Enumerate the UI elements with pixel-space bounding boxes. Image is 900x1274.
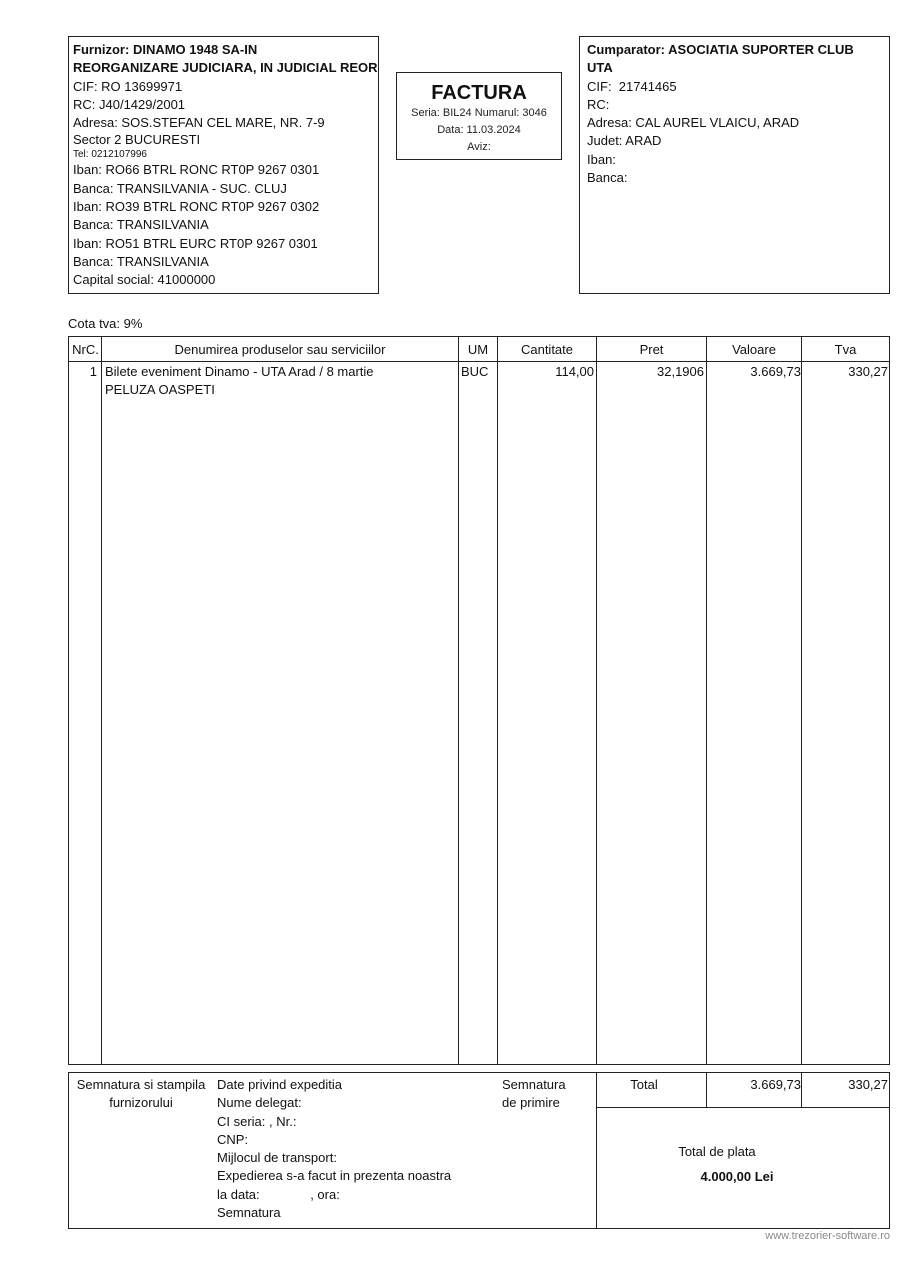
items-table — [68, 336, 890, 1065]
supplier-bank-2: Banca: TRANSILVANIA — [73, 217, 209, 233]
supplier-bank-1: Banca: TRANSILVANIA - SUC. CLUJ — [73, 180, 287, 196]
invoice-aviz: Aviz: — [467, 141, 491, 153]
supplier-capital: Capital social: 41000000 — [73, 272, 216, 288]
buyer-box — [579, 36, 890, 294]
header-price: Pret — [639, 342, 664, 357]
watermark-link[interactable]: www.trezorier-software.ro — [765, 1230, 890, 1242]
shipping-line: CI seria: , Nr.: — [217, 1113, 297, 1129]
receipt-signature-line1: Semnatura — [502, 1077, 566, 1092]
header-vat: Tva — [834, 342, 857, 357]
row-name-line1: Bilete eveniment Dinamo - UTA Arad / 8 martie — [105, 364, 374, 379]
supplier-box — [68, 36, 379, 294]
shipping-line: CNP: — [217, 1131, 249, 1147]
supplier-iban-1: Iban: RO66 BTRL RONC RT0P 9267 0301 — [73, 162, 320, 178]
row-vat: 330,27 — [848, 364, 888, 379]
invoice-header-box — [396, 72, 562, 160]
invoice-series-number: Seria: BIL24 Numarul: 3046 — [411, 107, 547, 119]
totals-row-divider — [597, 1107, 889, 1108]
column-divider — [801, 337, 802, 1064]
header-qty: Cantitate — [520, 342, 574, 357]
invoice-title: FACTURA — [431, 82, 527, 104]
buyer-rc: RC: — [587, 96, 610, 112]
supplier-name-line1: Furnizor: DINAMO 1948 SA-IN — [73, 42, 258, 57]
row-value: 3.669,73 — [750, 364, 801, 379]
total-due-label: Total de plata — [678, 1144, 756, 1159]
supplier-bank-3: Banca: TRANSILVANIA — [73, 253, 209, 269]
vat-rate: Cota tva: 9% — [68, 316, 143, 331]
invoice-date: Data: 11.03.2024 — [437, 124, 521, 136]
shipping-line: Nume delegat: — [217, 1095, 302, 1111]
buyer-iban: Iban: — [587, 151, 616, 167]
shipping-line: Expedierea s-a facut in prezenta noastra — [217, 1168, 452, 1184]
column-divider — [596, 337, 597, 1064]
supplier-iban-3: Iban: RO51 BTRL EURC RT0P 9267 0301 — [73, 235, 318, 251]
footer-box — [68, 1072, 890, 1229]
receipt-signature — [502, 1076, 566, 1113]
shipping-details — [217, 1076, 451, 1222]
shipping-line: Semnatura — [217, 1205, 281, 1221]
total-due-value: 4.000,00 Lei — [700, 1169, 774, 1184]
totals-divider — [596, 1073, 597, 1228]
supplier-iban-2: Iban: RO39 BTRL RONC RT0P 9267 0302 — [73, 199, 320, 215]
buyer-address: Adresa: CAL AUREL VLAICU, ARAD — [587, 115, 800, 131]
supplier-address: Adresa: SOS.STEFAN CEL MARE, NR. 7-9 — [73, 115, 325, 131]
row-name — [105, 363, 455, 399]
shipping-line: la data: , ora: — [217, 1186, 340, 1202]
column-divider — [706, 337, 707, 1064]
column-divider — [458, 337, 459, 1064]
row-nr: 1 — [89, 364, 97, 379]
supplier-name-line2: REORGANIZARE JUDICIARA, IN JUDICIAL REOR — [73, 60, 378, 76]
header-value: Valoare — [732, 342, 776, 357]
shipping-line: Mijlocul de transport: — [217, 1150, 337, 1166]
shipping-line: Date privind expeditia — [217, 1077, 343, 1092]
header-name: Denumirea produselor sau serviciilor — [174, 342, 386, 357]
supplier-signature-line2: furnizorului — [109, 1095, 173, 1111]
supplier-rc: RC: J40/1429/2001 — [73, 96, 186, 112]
buyer-name-line2: UTA — [587, 60, 613, 76]
supplier-tel: Tel: 0212107996 — [73, 149, 147, 161]
row-um: BUC — [461, 364, 489, 379]
supplier-city: Sector 2 BUCURESTI — [73, 132, 201, 148]
receipt-signature-line2: de primire — [502, 1095, 560, 1111]
row-price: 32,1906 — [657, 364, 704, 379]
total-label: Total — [630, 1077, 658, 1092]
buyer-name-line1: Cumparator: ASOCIATIA SUPORTER CLUB — [587, 42, 854, 57]
supplier-signature-line1: Semnatura si stampila — [76, 1077, 206, 1092]
buyer-cif: CIF: 21741465 — [587, 78, 677, 94]
supplier-cif: CIF: RO 13699971 — [73, 78, 183, 94]
supplier-signature — [73, 1076, 209, 1113]
row-name-line2: PELUZA OASPETI — [105, 382, 215, 397]
header-um: UM — [467, 342, 489, 357]
column-divider — [101, 337, 102, 1064]
total-vat: 330,27 — [848, 1077, 888, 1092]
total-value: 3.669,73 — [750, 1077, 801, 1092]
buyer-county: Judet: ARAD — [587, 133, 662, 149]
header-nr: NrC. — [72, 342, 99, 357]
row-qty: 114,00 — [555, 364, 594, 379]
column-divider — [497, 337, 498, 1064]
buyer-bank: Banca: — [587, 170, 628, 186]
